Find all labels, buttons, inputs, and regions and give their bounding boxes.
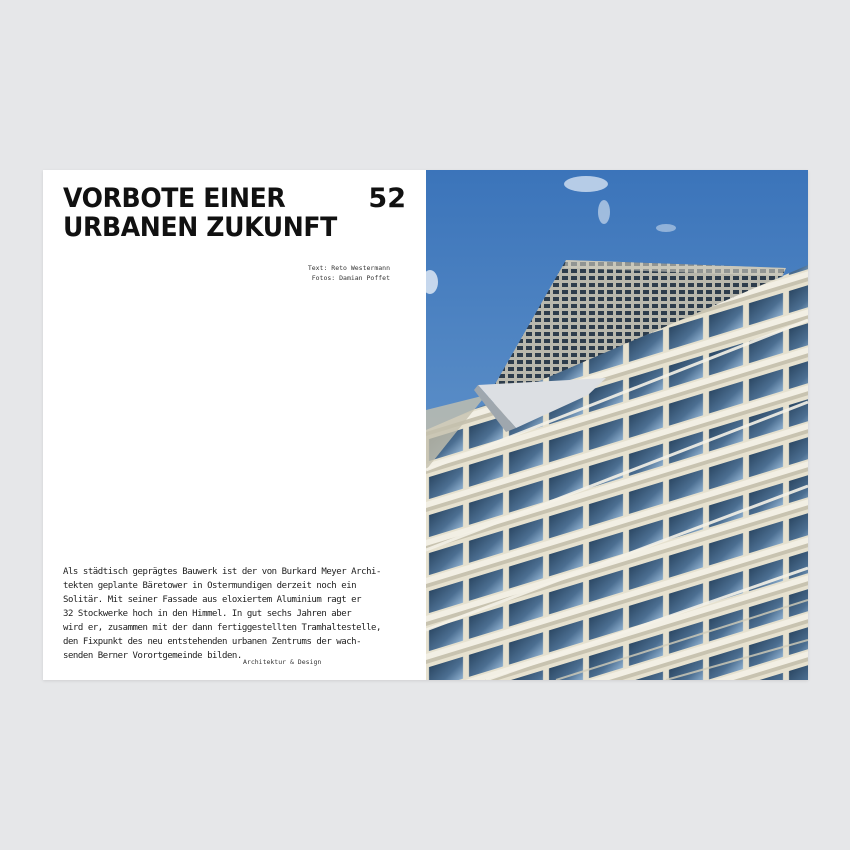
body-line: 32 Stockwerke hoch in den Himmel. In gut sechs Jahren aber bbox=[63, 609, 352, 619]
page-number: 52 bbox=[368, 183, 406, 214]
body-line: wird er, zusammen mit der dann fertiggestellten Tramhaltestelle, bbox=[63, 623, 381, 633]
body-line: senden Berner Vorortgemeinde bilden. bbox=[63, 651, 242, 661]
credits bbox=[308, 263, 390, 283]
section-label: Architektur & Design bbox=[243, 658, 322, 666]
body-text bbox=[63, 565, 419, 663]
tower-facade-photo bbox=[426, 170, 808, 680]
photo-illustration bbox=[426, 170, 808, 680]
text-credit: Text: Reto Westermann bbox=[307, 264, 390, 272]
article-title: VORBOTE EINER URBANEN ZUKUNFT bbox=[63, 183, 337, 243]
magazine-spread bbox=[43, 170, 808, 680]
body-line: tekten geplante Bäretower in Ostermundigen derzeit noch ein bbox=[63, 581, 357, 591]
photo-credit: Fotos: Damian Poffet bbox=[311, 274, 390, 282]
body-line: Als städtisch geprägtes Bauwerk ist der von Burkard Meyer Archi- bbox=[63, 567, 381, 577]
body-line: den Fixpunkt des neu entstehenden urbanen Zentrums der wach- bbox=[63, 637, 362, 647]
left-page bbox=[43, 170, 426, 680]
body-line: Solitär. Mit seiner Fassade aus eloxiertem Aluminium ragt er bbox=[63, 595, 362, 605]
